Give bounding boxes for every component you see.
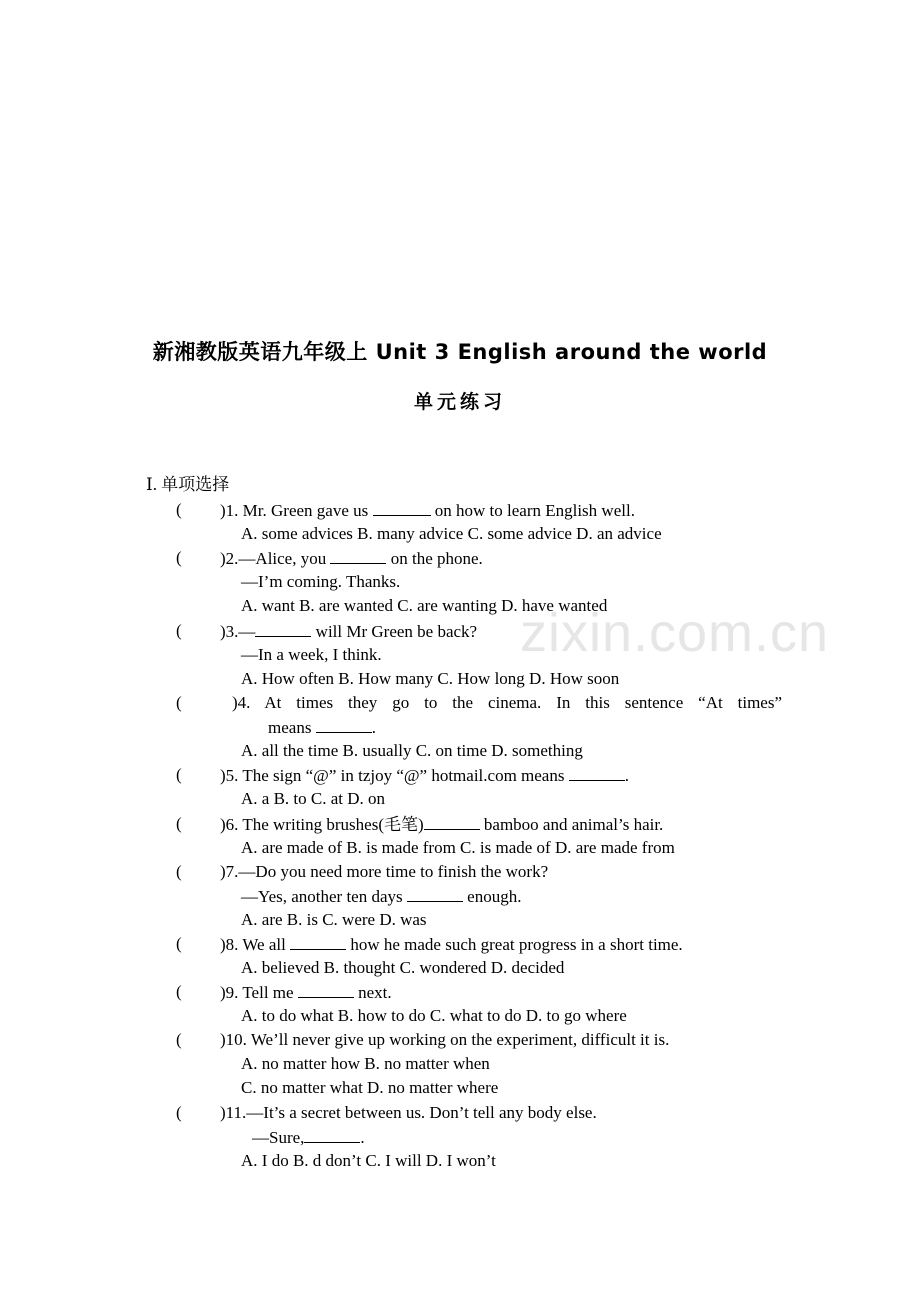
question-7: )7.—Do you need more time to finish the work? [220, 862, 549, 881]
question-8-options: A. believed B. thought C. wondered D. decided [241, 958, 565, 977]
answer-blank [255, 620, 311, 637]
question-2-reply: —I’m coming. Thanks. [241, 572, 401, 591]
answer-blank [569, 764, 625, 781]
question-5: )5. The sign “@” in tzjoy “@” hotmail.com means . [220, 766, 629, 785]
question-6-options: A. are made of B. is made from C. is made of D. are made from [241, 838, 675, 857]
section-heading: Ⅰ. 单项选择 [146, 475, 230, 494]
answer-blank [304, 1126, 360, 1143]
page-title: 新湘教版英语九年级上 Unit 3 English around the world [152, 340, 768, 364]
question-9-options: A. to do what B. how to do C. what to do D. to go where [241, 1006, 627, 1025]
question-10-options-ab: A. no matter how B. no matter when [241, 1054, 490, 1073]
question-3-options: A. How often B. How many C. How long D. How soon [241, 669, 620, 688]
question-2: )2.—Alice, you on the phone. [220, 549, 483, 568]
answer-blank [424, 813, 480, 830]
question-2-options: A. want B. are wanted C. are wanting D. have wanted [241, 596, 608, 615]
question-1: )1. Mr. Green gave us on how to learn English well. [220, 501, 635, 520]
answer-paren-1: ( [176, 500, 182, 519]
question-3-reply: —In a week, I think. [241, 645, 382, 664]
answer-paren-10: ( [176, 1030, 182, 1049]
answer-paren-9: ( [176, 982, 182, 1001]
answer-paren-8: ( [176, 934, 182, 953]
question-11-reply: —Sure, . [252, 1128, 365, 1147]
question-10-options-cd: C. no matter what D. no matter where [241, 1078, 499, 1097]
question-1-options: A. some advices B. many advice C. some advice D. an advice [241, 524, 662, 543]
answer-paren-4: ( [176, 693, 182, 712]
answer-paren-6: ( [176, 814, 182, 833]
page-subtitle: 单元练习 [413, 391, 506, 413]
answer-blank [407, 885, 463, 902]
question-4-continued: means . [268, 718, 376, 737]
answer-blank [290, 933, 346, 950]
question-4: )4. At times they go to the cinema. In this sentence “At times” [232, 693, 782, 712]
question-7-reply: —Yes, another ten days enough. [241, 887, 522, 906]
question-6: )6. The writing brushes(毛笔) bamboo and animal’s hair. [220, 815, 664, 834]
answer-blank [298, 981, 354, 998]
question-3: )3.— will Mr Green be back? [220, 622, 478, 641]
answer-paren-2: ( [176, 548, 182, 567]
question-10: )10. We’ll never give up working on the experiment, difficult it is. [220, 1030, 670, 1049]
watermark: zixin.com.cn [520, 603, 830, 663]
answer-blank [330, 547, 386, 564]
question-11-options: A. I do B. d don’t C. I will D. I won’t [241, 1151, 496, 1170]
answer-blank [373, 499, 431, 516]
question-5-options: A. a B. to C. at D. on [241, 789, 386, 808]
answer-paren-11: ( [176, 1103, 182, 1122]
question-8: )8. We all how he made such great progress in a short time. [220, 935, 683, 954]
question-7-options: A. are B. is C. were D. was [241, 910, 427, 929]
answer-paren-7: ( [176, 862, 182, 881]
question-11: )11.—It’s a secret between us. Don’t tell any body else. [220, 1103, 597, 1122]
answer-paren-5: ( [176, 765, 182, 784]
answer-blank [316, 716, 372, 733]
answer-paren-3: ( [176, 621, 182, 640]
question-9: )9. Tell me next. [220, 983, 392, 1002]
question-4-options: A. all the time B. usually C. on time D. something [241, 741, 583, 760]
